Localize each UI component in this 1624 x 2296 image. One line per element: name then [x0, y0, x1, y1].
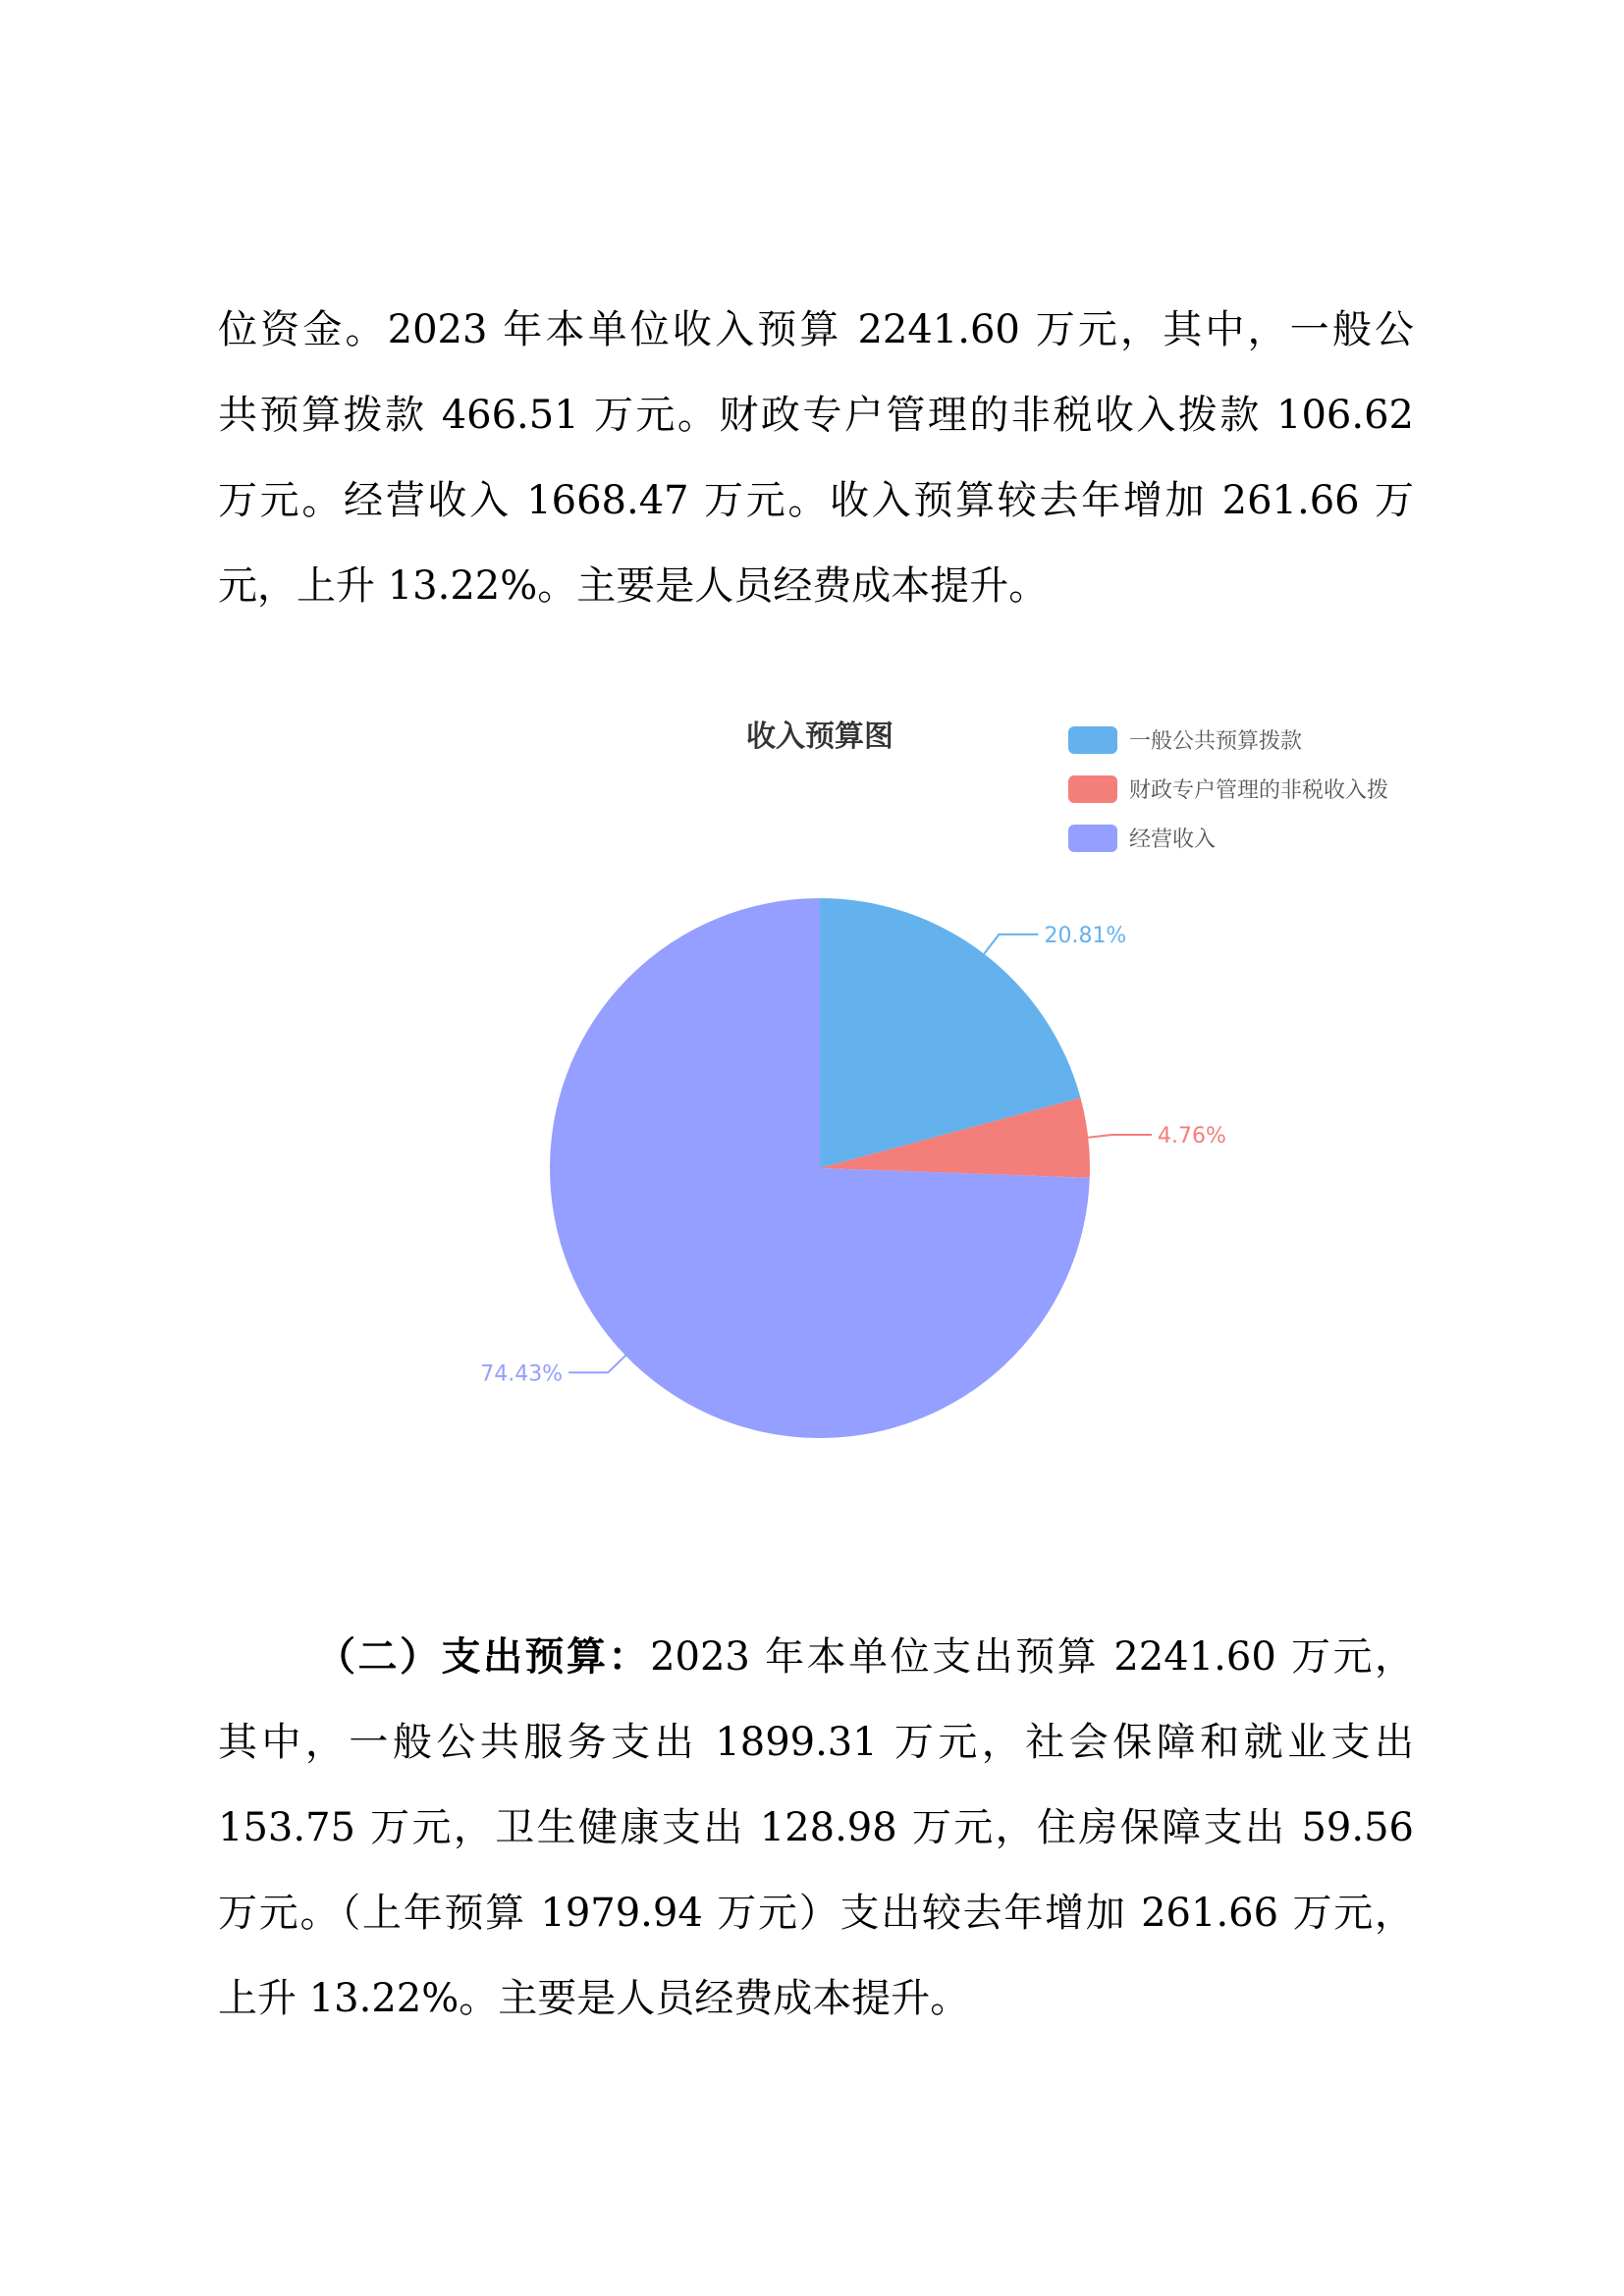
label-leader-line — [984, 934, 1038, 954]
legend-label: 财政专户管理的非税收入拨 — [1129, 778, 1389, 803]
income-budget-chart — [432, 687, 1434, 1472]
pie-slices — [550, 898, 1090, 1438]
legend-swatch — [1068, 726, 1117, 754]
slice-percent-label: 20.81% — [1044, 923, 1127, 948]
legend-label: 一般公共预算拨款 — [1129, 729, 1303, 754]
text-line: 共预算拨款 466.51 万元。财政专户管理的非税收入拨款 106.62 — [218, 393, 1414, 438]
legend-swatch — [1068, 775, 1117, 803]
text-line: 其中，一般公共服务支出 1899.31 万元，社会保障和就业支出 — [218, 1720, 1414, 1765]
text-line: 上升 13.22%。主要是人员经费成本提升。 — [218, 1976, 970, 2021]
text-line: 153.75 万元，卫生健康支出 128.98 万元，住房保障支出 59.56 — [218, 1805, 1414, 1850]
text-span: 2023 年本单位支出预算 2241.60 万元， — [650, 1634, 1415, 1680]
chart-legend — [1068, 726, 1388, 852]
section-heading: （二）支出预算： — [316, 1634, 651, 1680]
slice-percent-label: 74.43% — [480, 1362, 564, 1387]
text-line: 万元。（上年预算 1979.94 万元）支出较去年增加 261.66 万元， — [218, 1891, 1414, 1936]
chart-title: 收入预算图 — [746, 720, 893, 754]
label-leader-line — [1088, 1135, 1152, 1138]
legend-label: 经营收入 — [1129, 828, 1217, 852]
text-line: 元，上升 13.22%。主要是人员经费成本提升。 — [218, 563, 1049, 609]
slice-percent-label: 4.76% — [1158, 1123, 1226, 1148]
expenditure-paragraph — [218, 1615, 1414, 2042]
text-line — [218, 1615, 1414, 1700]
legend-swatch — [1068, 825, 1117, 852]
label-leader-line — [568, 1356, 625, 1372]
pie-chart-svg — [432, 687, 1434, 1472]
text-line: 万元。经营收入 1668.47 万元。收入预算较去年增加 261.66 万 — [218, 478, 1414, 523]
income-paragraph — [218, 288, 1414, 629]
text-line: 位资金。2023 年本单位收入预算 2241.60 万元，其中，一般公 — [218, 307, 1414, 352]
